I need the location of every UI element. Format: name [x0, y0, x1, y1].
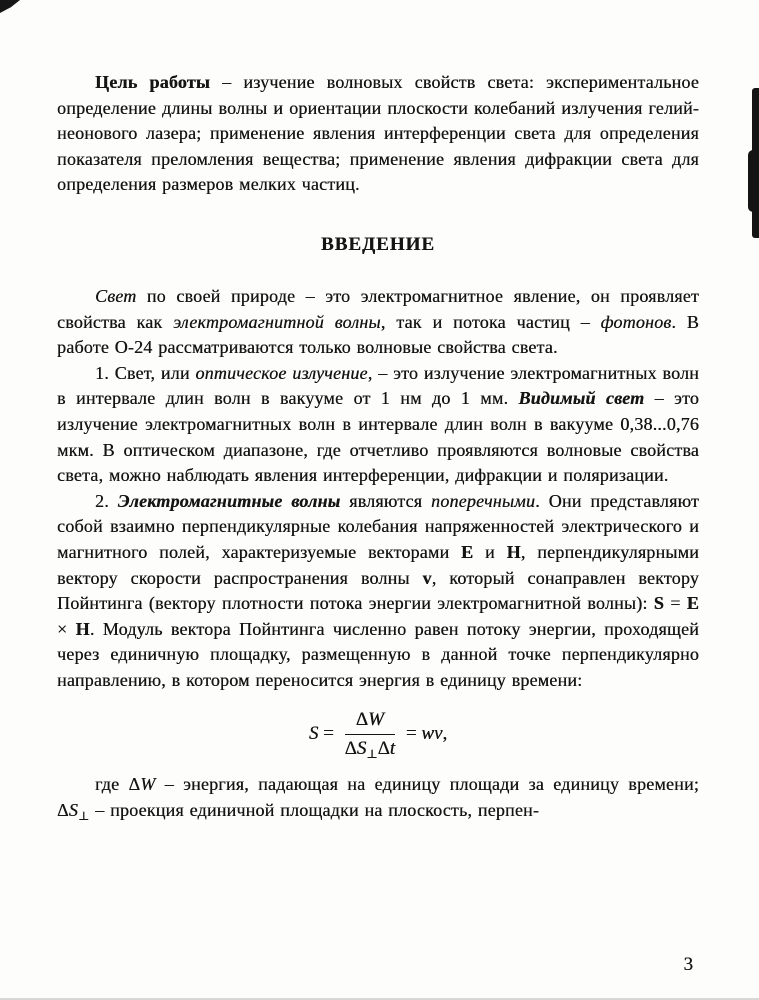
text-segment: × — [57, 618, 76, 639]
text-segment: E — [461, 541, 474, 562]
text-segment: H — [506, 541, 521, 562]
text-segment: ⊥ — [77, 809, 90, 824]
text-segment: где — [95, 774, 129, 795]
text-segment: S — [356, 738, 367, 760]
text-segment: , – это излучение электромагнитных волн в интервале длин волн в вакууме от 1 нм до 1 мм. — [57, 362, 699, 409]
text-segment: S — [308, 723, 319, 745]
fraction-numerator — [345, 709, 396, 735]
text-segment: электромагнитной волны — [173, 311, 381, 332]
text-segment: ⊥ — [366, 747, 378, 762]
scan-artifact-corner — [0, 0, 20, 13]
formula — [57, 709, 699, 760]
paragraph — [57, 772, 699, 823]
text-segment: по своей природе – это электромагнитное явление, он проявляет свойства как — [57, 285, 699, 332]
paragraph — [57, 361, 699, 489]
fraction-denominator — [345, 735, 396, 760]
text-segment: 2. — [95, 490, 118, 511]
text-segment: . Модуль вектора Пойнтинга численно равен потоку энергии, проходящей через единичную площадку, размещенную в данной точке перпендикулярно направлению, в котором переносится энергия в единицу времени: — [57, 618, 699, 690]
text-segment: Δ — [57, 800, 69, 821]
text-segment: Видимый свет — [518, 388, 645, 409]
text-segment: . Они представляют собой взаимно перпендикулярные колебания напряженностей электрического и магнитного полей, характеризуемые векторами — [57, 490, 699, 562]
text-segment: = — [318, 723, 339, 745]
text-segment: Δ — [377, 738, 390, 760]
text-segment: поперечными — [431, 490, 536, 511]
scan-artifact-right-edge-wide — [748, 150, 759, 212]
text-segment: W — [140, 774, 156, 795]
text-segment: wv — [421, 723, 443, 745]
formula-fraction — [345, 709, 396, 760]
text-segment: – проекция единичной площадки на плоскость, перпен- — [89, 800, 540, 821]
text-segment: и — [473, 541, 507, 562]
text-segment: , который сонаправлен вектору Пойнтинга (вектору плотности потока энергии электромагнитной волны): — [57, 567, 699, 614]
text-segment: = — [663, 593, 687, 614]
text-segment: 1. Свет, или — [95, 362, 196, 383]
text-segment: v — [422, 567, 432, 588]
text-segment: Цель работы — [95, 72, 211, 92]
text-segment: Δ — [355, 709, 369, 731]
section-heading: ВВЕДЕНИЕ — [321, 233, 435, 255]
text-segment: , — [442, 723, 448, 745]
paragraph — [57, 284, 699, 361]
text-segment: фотонов — [600, 311, 672, 332]
text-segment: оптическое излучение — [195, 362, 368, 383]
formula-rhs — [401, 723, 447, 744]
text-segment: E — [686, 593, 699, 614]
text-segment: Δ — [128, 774, 141, 795]
text-segment: H — [75, 618, 90, 639]
text-segment: являются — [340, 490, 431, 511]
text-segment: , так и потока частиц – — [380, 311, 601, 332]
text-segment: – энергия, падающая на единицу площади за единицу времени; — [155, 774, 699, 795]
text-segment: . В работе О-24 рассматриваются только волновые свойства света. — [57, 311, 699, 358]
text-segment: – это излучение электромагнитных волн в интервале длин волн в вакууме 0,38...0,76 мкм. В оптическом диапазоне, где отчетливо проявляются волновые свойства света, можно наблюдать явления интерференции, дифракции и поляризации. — [57, 388, 700, 486]
text-segment: W — [368, 709, 384, 731]
text-segment: Δ — [344, 738, 357, 760]
text-segment: , перпендикулярными вектору скорости распространения волны — [57, 541, 700, 588]
text-segment: Электромагнитные волны — [117, 490, 341, 511]
formula-lhs — [309, 723, 339, 744]
page-number: 3 — [683, 954, 693, 975]
text-segment: = — [401, 723, 422, 745]
text-segment: – изучение волновых свойств света: экспериментальное определение длины волны и ориентации плоскости колебаний излучения гелий-неонового лазера; применение явления интерференции света для определения показателя преломления вещества; применение явления дифракции света для определения размеров мелких частиц. — [57, 72, 699, 195]
text-segment: S — [653, 593, 664, 614]
text-segment: t — [389, 738, 396, 760]
text-segment: Свет — [95, 285, 137, 306]
paragraph — [57, 489, 699, 694]
document-body — [57, 70, 699, 824]
text-segment: S — [68, 800, 78, 821]
paragraph — [57, 70, 699, 198]
